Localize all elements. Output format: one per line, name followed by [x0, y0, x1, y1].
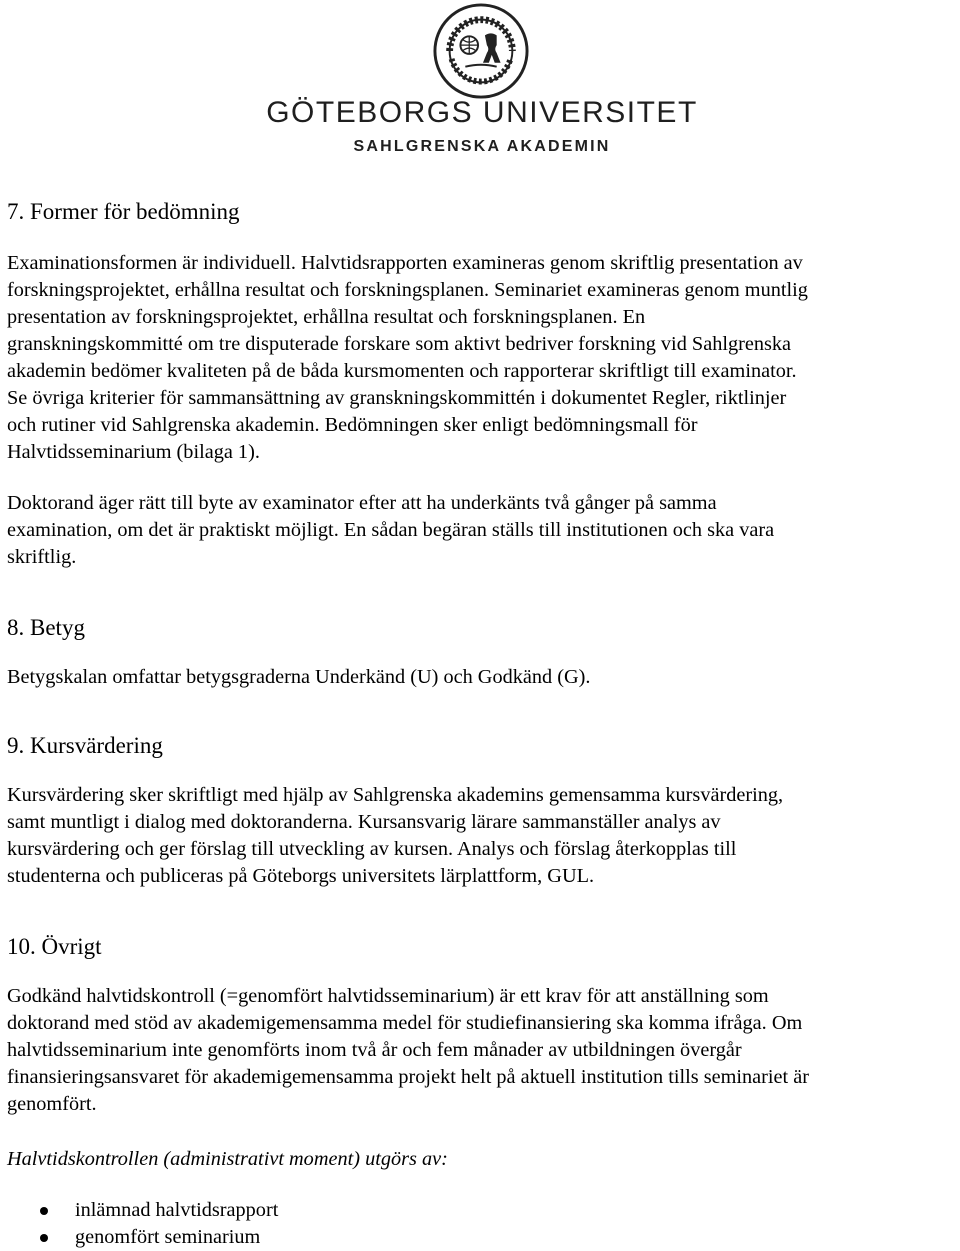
section-10-paragraph: [7, 983, 959, 1118]
text-line: samt muntligt i dialog med doktoranderna. Kursansvarig lärare sammanställer analys av: [7, 811, 721, 833]
section-10-heading: 10. Övrigt: [7, 934, 102, 959]
text-line: Halvtidskontrollen (administrativt moment) utgörs av:: [7, 1148, 448, 1170]
text-line: Examinationsformen är individuell. Halvtidsrapporten examineras genom skriftlig presentation av: [7, 252, 803, 274]
text-line: Halvtidsseminarium (bilaga 1).: [7, 441, 260, 463]
section-7-paragraph-2: [7, 490, 959, 571]
text-line: Kursvärdering sker skriftligt med hjälp av Sahlgrenska akademins gemensamma kursvärdering,: [7, 784, 784, 806]
text-line: Doktorand äger rätt till byte av examinator efter att ha underkänts två gånger på samma: [7, 492, 717, 514]
text-line: forskningsprojektet, erhållna resultat och forskningsplanen. Seminariet examineras genom muntlig: [7, 279, 808, 301]
text-line: genomfört.: [7, 1093, 97, 1115]
text-line: presentation av forskningsprojektet, erhållna resultat och forskningsplanen. En: [7, 306, 646, 328]
section-7-paragraph-1: [7, 250, 959, 466]
section-8-heading: 8. Betyg: [7, 615, 85, 640]
text-line: studenterna och publiceras på Göteborgs universitets lärplattform, GUL.: [7, 865, 595, 887]
bullet-icon: [40, 1207, 48, 1215]
text-line: Se övriga kriterier för sammansättning av granskningskommittén i dokumentet Regler, riktlinjer: [7, 387, 787, 409]
text-line: Godkänd halvtidskontroll (=genomfört halvtidsseminarium) är ett krav för att anställning som: [7, 985, 769, 1007]
text-line: kursvärdering och ger förslag till utveckling av kursen. Analys och förslag återkopplas till: [7, 838, 737, 860]
section-10-italic-note: [7, 1146, 959, 1173]
text-line: examination, om det är praktiskt möjligt. En sådan begäran ställs till institutionen och ska vara: [7, 519, 775, 541]
section-9-paragraph: [7, 782, 959, 890]
list-item: [7, 1224, 278, 1251]
text-line: skriftlig.: [7, 546, 77, 568]
list-item-label: genomfört seminarium: [75, 1226, 261, 1248]
university-seal-logo: [432, 2, 530, 100]
text-line: akademin bedömer kvaliteten på de båda kursmomenten och rapporterar skriftligt till examinator.: [7, 360, 797, 382]
list-item-label: inlämnad halvtidsrapport: [75, 1199, 279, 1221]
faculty-name: SAHLGRENSKA AKADEMIN: [353, 138, 611, 155]
section-7-heading: 7. Former för bedömning: [7, 199, 240, 224]
text-line: finansieringsansvaret för akademigemensamma projekt helt på aktuell institution tills seminariet är: [7, 1066, 810, 1088]
bullet-icon: [40, 1234, 48, 1242]
text-line: Betygskalan omfattar betygsgraderna Underkänd (U) och Godkänd (G).: [7, 666, 591, 688]
requirements-bullet-list: [7, 1197, 278, 1251]
text-line: doktorand med stöd av akademigemensamma medel för studiefinansiering ska komma ifråga. Om: [7, 1012, 803, 1034]
section-9-heading: 9. Kursvärdering: [7, 733, 163, 758]
text-line: och rutiner vid Sahlgrenska akademin. Bedömningen sker enligt bedömningsmall för: [7, 414, 698, 436]
document-header: [0, 0, 960, 170]
list-item: [7, 1197, 278, 1224]
text-line: halvtidsseminarium inte genomförts inom två år och fem månader av utbildningen övergår: [7, 1039, 742, 1061]
text-line: granskningskommitté om tre disputerade forskare som aktivt bedriver forskning vid Sahlgrenska: [7, 333, 792, 355]
section-8-paragraph: [7, 664, 959, 691]
university-name: GÖTEBORGS UNIVERSITET: [266, 96, 698, 129]
